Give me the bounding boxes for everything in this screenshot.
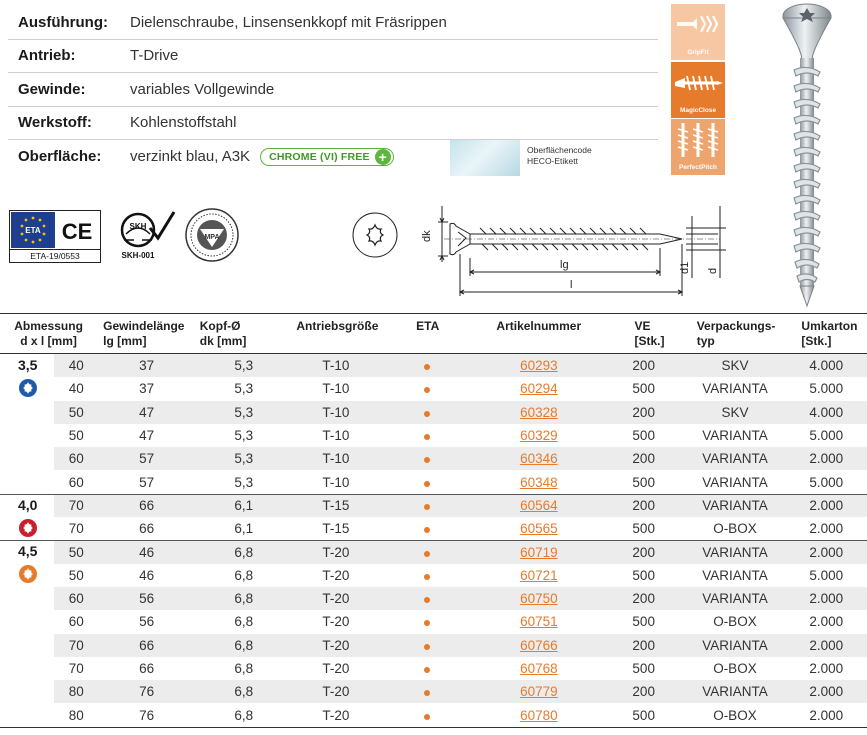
article-number-cell	[475, 684, 603, 699]
product-table	[0, 313, 867, 728]
surface-code-line: HECO-Etikett	[527, 156, 579, 166]
pack-unit-cell: 500	[632, 381, 655, 397]
table-body	[0, 354, 867, 727]
dimension-cell	[0, 401, 54, 424]
drive-size-cell: T-10	[322, 358, 350, 374]
thread-length-cell: 66	[139, 498, 155, 514]
table-row	[0, 424, 867, 447]
drive-size-cell: T-10	[322, 428, 350, 444]
packaging-type-cell: O-BOX	[713, 614, 757, 630]
carton-cell: 2.000	[809, 707, 844, 723]
drive-size-cell: T-15	[322, 498, 350, 514]
table-row	[0, 587, 867, 610]
dimension-cell	[0, 470, 54, 493]
article-number-cell	[475, 451, 603, 466]
article-number-cell	[475, 708, 603, 723]
spec-label: Ausführung:	[18, 13, 108, 31]
carton-cell: 2.000	[809, 521, 844, 537]
article-number-link[interactable]: 60346	[520, 451, 558, 467]
eta-approved-dot	[424, 690, 430, 696]
article-number-cell	[475, 545, 603, 560]
head-diameter-cell: 5,3	[234, 381, 254, 397]
head-diameter-cell: 6,8	[234, 661, 254, 676]
pack-unit-cell: 500	[632, 567, 655, 583]
length-cell: 40	[68, 358, 84, 374]
torx-drive-icon	[18, 518, 38, 538]
pack-unit-cell: 200	[632, 498, 655, 514]
gripfit-icon	[671, 4, 725, 48]
eta-cell	[380, 475, 475, 490]
thread-length-cell: 56	[139, 591, 155, 607]
eta-approved-dot	[424, 457, 430, 463]
packaging-type-cell: VARIANTA	[702, 428, 768, 444]
thread-length-cell: 76	[139, 707, 155, 723]
pack-unit-cell: 200	[632, 637, 655, 653]
header-line: VE	[634, 319, 651, 333]
magicclose-icon	[671, 62, 725, 106]
head-diameter-cell: 6,8	[234, 684, 254, 700]
spec-value: Dielenschraube, Linsensenkkopf mit Fräsrippen	[130, 13, 447, 31]
table-row	[0, 377, 867, 400]
length-cell: 60	[68, 451, 84, 467]
surface-code-line: Oberflächencode	[527, 145, 592, 155]
perfectpitch-icon	[671, 119, 725, 163]
header-line: Verpackungs-	[696, 319, 776, 333]
torx-drive-icon	[18, 378, 38, 398]
head-diameter-cell: 6,8	[234, 614, 254, 630]
table-row	[0, 470, 867, 493]
table-row	[0, 610, 867, 633]
length-cell: 60	[68, 474, 84, 490]
article-number-link[interactable]: 60293	[520, 358, 558, 374]
article-number-cell	[475, 475, 603, 490]
article-number-cell	[475, 638, 603, 653]
carton-cell: 4.000	[809, 358, 844, 374]
drive-size-cell: T-20	[322, 614, 350, 630]
torx-drive-drawing	[350, 205, 400, 265]
table-row	[0, 634, 867, 657]
table-row	[0, 540, 867, 563]
skh-number: SKH-001	[121, 251, 155, 260]
carton-cell: 5.000	[809, 474, 844, 490]
diameter-group-label: 3,5	[18, 357, 38, 373]
eta-cell	[380, 521, 475, 536]
table-header	[0, 313, 867, 354]
table-bottom-rule	[0, 727, 867, 729]
article-number-link[interactable]: 60721	[520, 567, 558, 583]
header-head-diameter	[194, 314, 291, 353]
header-eta	[380, 314, 475, 353]
spec-value: T-Drive	[130, 47, 179, 65]
header-line: dk [mm]	[199, 334, 247, 348]
carton-cell: 5.000	[809, 381, 844, 397]
article-number-cell	[475, 568, 603, 583]
dimension-cell	[0, 680, 54, 703]
eta-cell	[380, 498, 475, 513]
diameter-group-label: 4,5	[18, 543, 38, 560]
drive-size-cell: T-20	[322, 637, 350, 653]
length-cell: 70	[68, 637, 84, 653]
carton-cell: 2.000	[809, 451, 844, 467]
carton-cell: 5.000	[809, 428, 844, 444]
table-row	[0, 354, 867, 377]
packaging-type-cell: SKV	[721, 358, 749, 374]
head-diameter-cell: 6,8	[234, 591, 254, 607]
pack-unit-cell: 200	[632, 358, 655, 374]
thread-length-cell: 46	[139, 567, 155, 583]
eta-cell	[380, 545, 475, 560]
diameter-group-label: 4,0	[18, 496, 38, 513]
eta-approved-dot	[424, 364, 430, 370]
mpa-mark: MPA	[204, 234, 220, 241]
carton-cell: 5.000	[809, 567, 844, 583]
packaging-type-cell: VARIANTA	[702, 567, 768, 583]
header-line: Gewindelänge	[103, 319, 185, 333]
head-diameter-cell: 6,1	[234, 498, 254, 514]
thread-length-cell: 37	[139, 381, 155, 397]
packaging-type-cell: VARIANTA	[702, 474, 768, 490]
eta-cell	[380, 708, 475, 723]
dimension-cell	[0, 447, 54, 470]
thread-length-cell: 46	[139, 545, 155, 561]
head-diameter-cell: 6,8	[234, 545, 254, 561]
mpa-logo	[184, 207, 240, 263]
thread-length-cell: 56	[139, 614, 155, 630]
torx-drive-icon	[18, 564, 38, 584]
thread-length-cell: 66	[139, 661, 155, 676]
article-number-cell	[475, 381, 603, 396]
packaging-type-cell: VARIANTA	[702, 684, 768, 700]
header-carton	[785, 314, 867, 353]
tile-label: MagicClose	[679, 107, 717, 114]
length-cell: 70	[68, 661, 84, 676]
header-line: Abmessung	[14, 319, 83, 333]
article-number-link[interactable]: 60348	[520, 474, 558, 490]
dimension-cell	[0, 424, 54, 447]
dimension-cell	[0, 703, 54, 726]
drive-size-cell: T-10	[322, 381, 350, 397]
header-line: typ	[696, 334, 715, 348]
dimension-cell	[0, 610, 54, 633]
article-number-cell	[475, 661, 603, 676]
thread-length-cell: 57	[139, 451, 155, 467]
surface-code-label	[527, 145, 592, 167]
article-number-link[interactable]: 60750	[520, 591, 558, 607]
header-dimension	[0, 314, 97, 353]
header-packaging-type	[685, 314, 786, 353]
eta-approved-dot	[424, 574, 430, 580]
carton-cell: 2.000	[809, 637, 844, 653]
carton-cell: 4.000	[809, 404, 844, 420]
eta-approved-dot	[424, 714, 430, 720]
pack-unit-cell: 200	[632, 451, 655, 467]
eta-cell	[380, 661, 475, 676]
pack-unit-cell: 200	[632, 545, 655, 561]
header-line: d x l [mm]	[20, 334, 77, 348]
packaging-type-cell: VARIANTA	[702, 637, 768, 653]
spec-label: Antrieb:	[18, 47, 76, 65]
drive-size-cell: T-10	[322, 451, 350, 467]
drive-size-cell: T-10	[322, 404, 350, 420]
head-diameter-cell: 5,3	[234, 358, 254, 374]
header-drive-size	[290, 314, 380, 353]
carton-cell: 2.000	[809, 661, 844, 676]
table-row	[0, 703, 867, 726]
table-row	[0, 447, 867, 470]
tile-perfectpitch	[671, 119, 725, 175]
packaging-type-cell: O-BOX	[713, 707, 757, 723]
header-line: Kopf-Ø	[199, 319, 241, 333]
header-line: Artikelnummer	[496, 319, 582, 333]
eta-ce-logo	[9, 210, 101, 263]
packaging-type-cell: VARIANTA	[702, 591, 768, 607]
surface-color-swatch	[450, 140, 520, 176]
article-number-link[interactable]: 60768	[520, 661, 558, 676]
spec-label: Oberfläche:	[18, 148, 102, 166]
eta-approved-dot	[424, 620, 430, 626]
head-diameter-cell: 5,3	[234, 404, 254, 420]
dim-label-l: l	[570, 279, 573, 291]
spec-value: Kohlenstoffstahl	[130, 114, 237, 132]
article-number-link[interactable]: 60328	[520, 404, 558, 420]
packaging-type-cell: SKV	[721, 404, 749, 420]
drive-size-cell: T-20	[322, 684, 350, 700]
length-cell: 60	[68, 591, 84, 607]
article-number-link[interactable]: 60780	[520, 707, 558, 723]
drive-size-cell: T-15	[322, 521, 350, 537]
packaging-type-cell: O-BOX	[713, 521, 757, 537]
drive-size-cell: T-20	[322, 545, 350, 561]
eta-approved-dot	[424, 411, 430, 417]
spec-value	[130, 148, 394, 166]
article-number-link[interactable]: 60766	[520, 637, 558, 653]
eta-cell	[380, 591, 475, 606]
dim-label-d: d	[707, 267, 719, 274]
eta-cell	[380, 381, 475, 396]
pack-unit-cell: 500	[632, 521, 655, 537]
carton-cell: 2.000	[809, 684, 844, 700]
eta-cell	[380, 451, 475, 466]
article-number-cell	[475, 521, 603, 536]
carton-cell: 2.000	[809, 498, 844, 514]
eta-approved-dot	[424, 667, 430, 673]
chrome-free-label: CHROME (VI) FREE	[269, 150, 370, 163]
screw-photo	[770, 0, 844, 310]
length-cell: 80	[68, 707, 84, 723]
eta-approved-dot	[424, 527, 430, 533]
header-line: Antriebsgröße	[296, 319, 379, 333]
spec-label: Werkstoff:	[18, 114, 92, 132]
drive-size-cell: T-20	[322, 567, 350, 583]
article-number-cell	[475, 498, 603, 513]
header-line: ETA	[416, 319, 440, 333]
screw-dimension-drawing	[420, 198, 732, 302]
head-diameter-cell: 6,1	[234, 521, 254, 537]
packaging-type-cell: O-BOX	[713, 661, 757, 676]
tile-label: GripFit	[687, 49, 709, 56]
dim-label-lg: lg	[560, 259, 569, 271]
header-line: [Stk.]	[801, 334, 832, 348]
length-cell: 40	[68, 381, 84, 397]
thread-length-cell: 66	[139, 521, 155, 537]
article-number-link[interactable]: 60294	[520, 381, 558, 397]
eta-approved-dot	[424, 504, 430, 510]
header-pack-unit	[602, 314, 684, 353]
head-diameter-cell: 5,3	[234, 474, 254, 490]
dimension-cell	[0, 587, 54, 610]
length-cell: 50	[68, 428, 84, 444]
length-cell: 70	[68, 521, 84, 537]
thread-length-cell: 57	[139, 474, 155, 490]
head-diameter-cell: 5,3	[234, 428, 254, 444]
table-row	[0, 517, 867, 540]
header-article-number	[475, 314, 602, 353]
drive-size-cell: T-20	[322, 661, 350, 676]
article-number-cell	[475, 591, 603, 606]
length-cell: 60	[68, 614, 84, 630]
article-number-link[interactable]: 60564	[520, 498, 558, 514]
article-number-link[interactable]: 60329	[520, 428, 558, 444]
eta-cell	[380, 568, 475, 583]
packaging-type-cell: VARIANTA	[702, 381, 768, 397]
article-number-link[interactable]: 60565	[520, 521, 558, 537]
table-row	[0, 657, 867, 680]
article-number-cell	[475, 614, 603, 629]
table-row	[0, 494, 867, 517]
eta-approved-dot	[424, 644, 430, 650]
pack-unit-cell: 500	[632, 428, 655, 444]
table-row	[0, 680, 867, 703]
thread-length-cell: 47	[139, 404, 155, 420]
eta-approved-dot	[424, 597, 430, 603]
dimension-cell	[0, 634, 54, 657]
eta-approved-dot	[424, 387, 430, 393]
surface-value: verzinkt blau, A3K	[130, 148, 251, 166]
pack-unit-cell: 500	[632, 661, 655, 676]
pack-unit-cell: 500	[632, 707, 655, 723]
packaging-type-cell: VARIANTA	[702, 545, 768, 561]
head-diameter-cell: 6,8	[234, 637, 254, 653]
table-row	[0, 401, 867, 424]
thread-length-cell: 66	[139, 637, 155, 653]
article-number-link[interactable]: 60751	[520, 614, 558, 630]
drive-size-cell: T-10	[322, 474, 350, 490]
head-diameter-cell: 5,3	[234, 451, 254, 467]
article-number-link[interactable]: 60779	[520, 684, 558, 700]
spec-row-execution	[8, 6, 658, 40]
dim-label-dk: dk	[421, 230, 433, 242]
length-cell: 80	[68, 684, 84, 700]
eta-cell	[380, 405, 475, 420]
dim-label-d1: d1	[679, 261, 691, 274]
article-number-cell	[475, 405, 603, 420]
plus-icon: +	[375, 149, 391, 165]
article-number-cell	[475, 428, 603, 443]
eta-cell	[380, 428, 475, 443]
skh-logo	[116, 208, 178, 264]
eta-cell	[380, 614, 475, 629]
eta-approved-dot	[424, 551, 430, 557]
table-row	[0, 564, 867, 587]
header-line: [Stk.]	[634, 334, 665, 348]
eta-mark: ETA	[25, 226, 41, 235]
eta-approved-dot	[424, 481, 430, 487]
header-thread-length	[97, 314, 194, 353]
length-cell: 70	[68, 498, 84, 514]
pack-unit-cell: 200	[632, 684, 655, 700]
eta-cell	[380, 358, 475, 373]
length-cell: 50	[68, 567, 84, 583]
length-cell: 50	[68, 404, 84, 420]
tile-magicclose	[671, 62, 725, 118]
header-line: Umkarton	[801, 319, 858, 333]
dimension-cell	[0, 657, 54, 680]
carton-cell: 2.000	[809, 591, 844, 607]
drive-size-cell: T-20	[322, 707, 350, 723]
spec-row-material	[8, 107, 658, 141]
thread-length-cell: 37	[139, 358, 155, 374]
article-number-cell	[475, 358, 603, 373]
spec-value: variables Vollgewinde	[130, 80, 275, 98]
spec-label: Gewinde:	[18, 80, 86, 98]
carton-cell: 2.000	[809, 614, 844, 630]
packaging-type-cell: VARIANTA	[702, 498, 768, 514]
eta-cell	[380, 638, 475, 653]
chrome-free-badge	[260, 148, 394, 166]
eta-cell	[380, 684, 475, 699]
spec-row-drive	[8, 40, 658, 74]
head-diameter-cell: 6,8	[234, 707, 254, 723]
eta-approved-dot	[424, 434, 430, 440]
pack-unit-cell: 200	[632, 404, 655, 420]
head-diameter-cell: 6,8	[234, 567, 254, 583]
drive-size-cell: T-20	[322, 591, 350, 607]
skh-mark: SKH	[129, 222, 147, 231]
tile-gripfit	[671, 4, 725, 60]
pack-unit-cell: 200	[632, 591, 655, 607]
eta-number: ETA-19/0553	[30, 251, 80, 261]
header-line: lg [mm]	[103, 334, 147, 348]
ce-mark: CE	[61, 219, 93, 244]
pack-unit-cell: 500	[632, 474, 655, 490]
thread-length-cell: 47	[139, 428, 155, 444]
thread-length-cell: 76	[139, 684, 155, 700]
spec-row-thread	[8, 73, 658, 107]
pack-unit-cell: 500	[632, 614, 655, 630]
packaging-type-cell: VARIANTA	[702, 451, 768, 467]
article-number-link[interactable]: 60719	[520, 545, 558, 561]
tile-label: PerfectPitch	[679, 164, 717, 171]
carton-cell: 2.000	[809, 545, 844, 561]
length-cell: 50	[68, 545, 84, 561]
